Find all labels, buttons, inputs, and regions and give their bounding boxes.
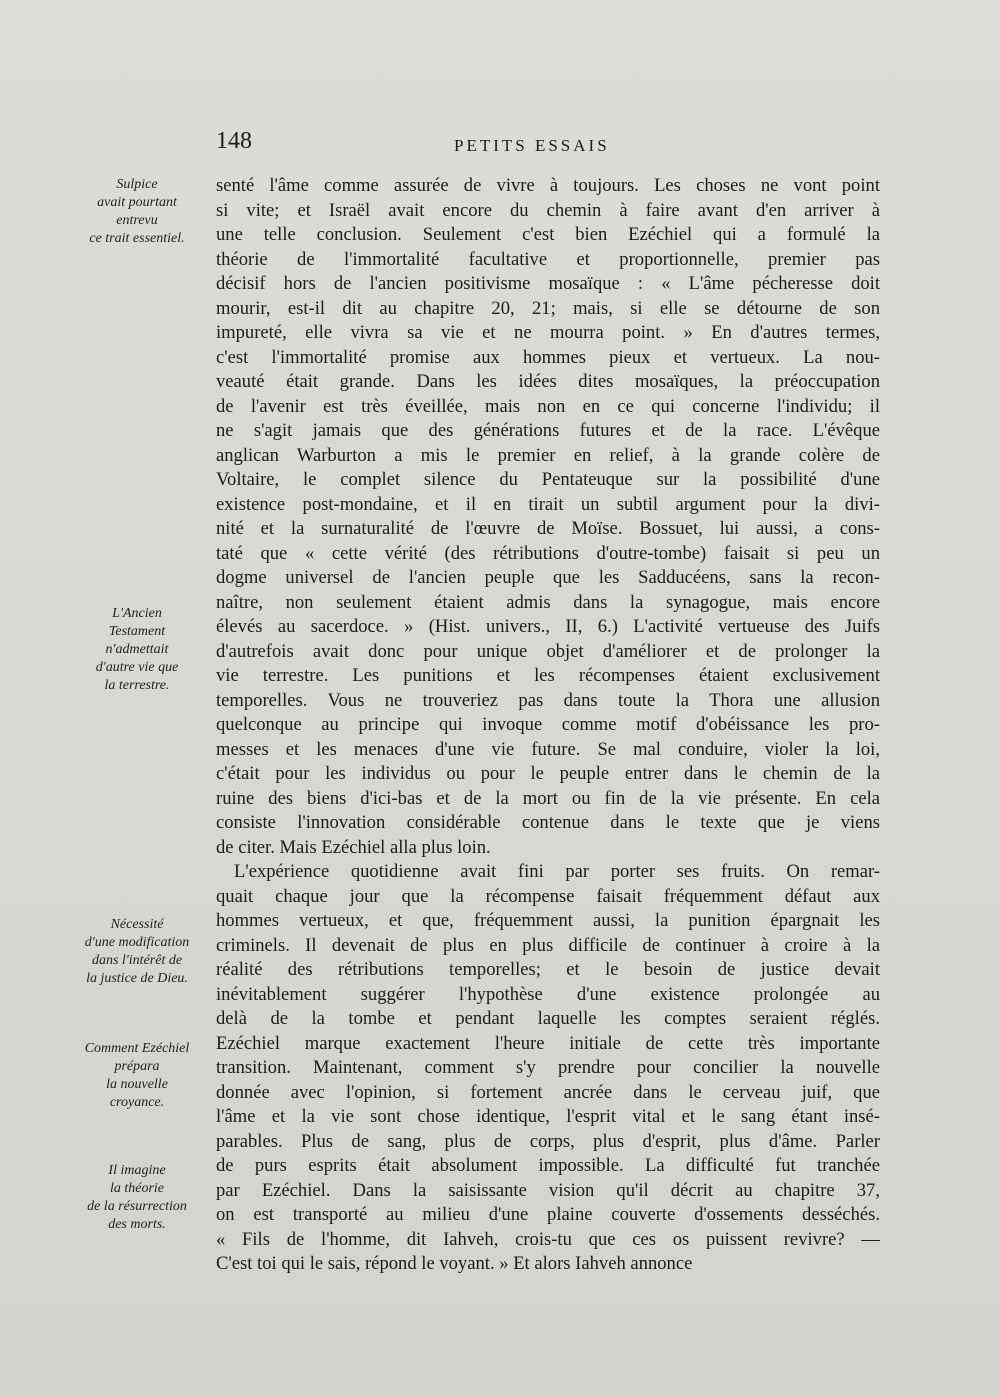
body-line: consiste l'innovation considérable contenue dans le texte que je viens [216,812,880,833]
margin-note-5 [62,1162,212,1234]
margin-note-4 [62,1040,212,1112]
body-line: « Fils de l'homme, dit Iahveh, crois-tu que ces os puissent revivre? — [216,1228,880,1250]
margin-note-2 [62,605,212,695]
margin-note-line: la nouvelle [106,1077,168,1092]
body-line: impureté, elle vivra sa vie et ne mourra point. » En d'autres termes, [216,322,880,343]
margin-note-line: dans l'intérêt de [91,953,183,968]
margin-note-line: n'admettait [105,642,169,657]
body-text [216,174,880,1277]
body-line: temporelles. Vous ne trouveriez pas dans toute la Thora une allusion [216,689,880,711]
body-line: réalité des rétributions temporelles; et le besoin de justice devait [216,959,880,980]
margin-note-line: la justice de Dieu. [86,971,188,986]
body-line: messes et les menaces d'une vie future. Se mal conduire, violer la loi, [216,738,880,760]
margin-note-1 [62,176,212,248]
margin-note-line: L'Ancien [112,606,162,621]
running-head: PETITS ESSAIS [454,136,610,155]
body-line: ruine des biens d'ici-bas et de la mort ou fin de la vie présente. En cela [216,787,880,809]
body-line: senté l'âme comme assurée de vivre à toujours. Les choses ne vont point [216,175,880,196]
body-line: transition. Maintenant, comment s'y prendre pour concilier la nouvelle [216,1057,880,1078]
body-line: c'était pour les individus ou pour le peuple entrer dans le chemin de la [216,763,880,784]
body-line: inévitablement suggérer l'hypothèse d'une existence prolongée au [216,983,880,1005]
body-line: dogme universel de l'ancien peuple que les Sadducéens, sans la recon- [216,567,880,588]
body-line: de citer. Mais Ezéchiel alla plus loin. [216,836,491,858]
margin-note-line: la terrestre. [104,678,170,693]
margin-note-line: Sulpice [116,177,158,192]
body-line: de l'avenir est très éveillée, mais non en ce qui concerne l'individu; il [216,395,880,417]
margin-note-line: Comment Ezéchiel [84,1041,190,1056]
body-line: vie terrestre. Les punitions et les récompenses étaient exclusivement [216,665,880,686]
body-line: une telle conclusion. Seulement c'est bien Ezéchiel qui a formulé la [216,224,880,245]
body-line: veauté était grande. Dans les idées dites mosaïques, la préoccupation [216,371,880,392]
body-line: par Ezéchiel. Dans la saisissante vision qu'il décrit au chapitre 37, [216,1179,880,1201]
body-line: on est transporté au milieu d'une plaine couverte d'ossements desséchés. [216,1204,880,1225]
body-line: théorie de l'immortalité facultative et proportionnelle, premier pas [216,248,880,270]
margin-note-line: avait pourtant [97,195,177,210]
body-line: parables. Plus de sang, plus de corps, plus d'esprit, plus d'âme. Parler [216,1130,880,1152]
body-line: l'âme et la vie sont chose identique, l'esprit vital et le sang étant insé- [216,1106,880,1127]
body-line: si vite; et Israël avait encore du chemin à faire avant d'en arriver à [216,199,880,221]
margin-note-line: Il imagine [108,1163,166,1178]
body-line: L'expérience quotidienne avait fini par porter ses fruits. On remar- [234,861,880,882]
margin-note-line: prépara [114,1059,160,1074]
body-line: nité et la surnaturalité de l'œuvre de Moïse. Bossuet, lui aussi, a cons- [216,518,880,539]
margin-note-line: la théorie [109,1181,165,1196]
body-line: donnée avec l'opinion, si fortement ancrée dans le cerveau juif, que [216,1081,880,1103]
margin-note-line: des morts. [108,1217,166,1232]
margin-note-3 [62,916,212,988]
body-line: existence post-mondaine, et il en tirait un subtil argument pour la divi- [216,493,880,515]
margin-note-line: Testament [108,624,166,639]
body-line: C'est toi qui le sais, répond le voyant. » Et alors Iahveh annonce [216,1253,693,1274]
body-line: naître, non seulement étaient admis dans la synagogue, mais encore [216,591,880,613]
margin-note-line: entrevu [116,213,158,228]
margin-note-line: d'une modification [84,935,190,950]
body-line: c'est l'immortalité promise aux hommes pieux et vertueux. La nou- [216,346,880,368]
body-line: Ezéchiel marque exactement l'heure initiale de cette très importante [216,1032,880,1054]
body-line: de purs esprits était absolument impossible. La difficulté fut tranchée [216,1155,880,1176]
body-line: taté que « cette vérité (des rétributions d'outre-tombe) faisait si peu un [216,542,880,564]
body-line: quait chaque jour que la récompense faisait fréquemment défaut aux [216,885,880,907]
margin-note-line: croyance. [109,1095,165,1110]
page-header [216,128,880,162]
margin-note-line: Nécessité [110,917,164,932]
body-line: Voltaire, le complet silence du Pentateuque sur la possibilité d'une [216,469,880,490]
body-line: hommes vertueux, et que, fréquemment aussi, la punition épargnait les [216,910,880,931]
margin-note-line: d'autre vie que [95,660,179,675]
body-line: criminels. Il devenait de plus en plus difficile de continuer à croire à la [216,934,880,956]
margin-note-line: de la résurrection [87,1199,187,1214]
body-line: mourir, est-il dit au chapitre 20, 21; mais, si elle se détourne de son [216,297,880,319]
body-line: anglican Warburton a mis le premier en relief, à la grande colère de [216,444,880,466]
body-line: delà de la tombe et pendant laquelle les comptes seraient réglés. [216,1008,880,1029]
body-line: ne s'agit jamais que des générations futures et de la race. L'évêque [216,420,880,441]
page-number: 148 [216,128,252,154]
margin-note-line: ce trait essentiel. [89,231,185,246]
body-line: quelconque au principe qui invoque comme motif d'obéissance les pro- [216,714,880,735]
body-line: d'autrefois avait donc pour unique objet d'améliorer et de prolonger la [216,640,880,662]
body-line: élevés au sacerdoce. » (Hist. univers., II, 6.) L'activité vertueuse des Juifs [216,616,880,637]
body-line: décisif hors de l'ancien positivisme mosaïque : « L'âme pécheresse doit [216,273,880,294]
